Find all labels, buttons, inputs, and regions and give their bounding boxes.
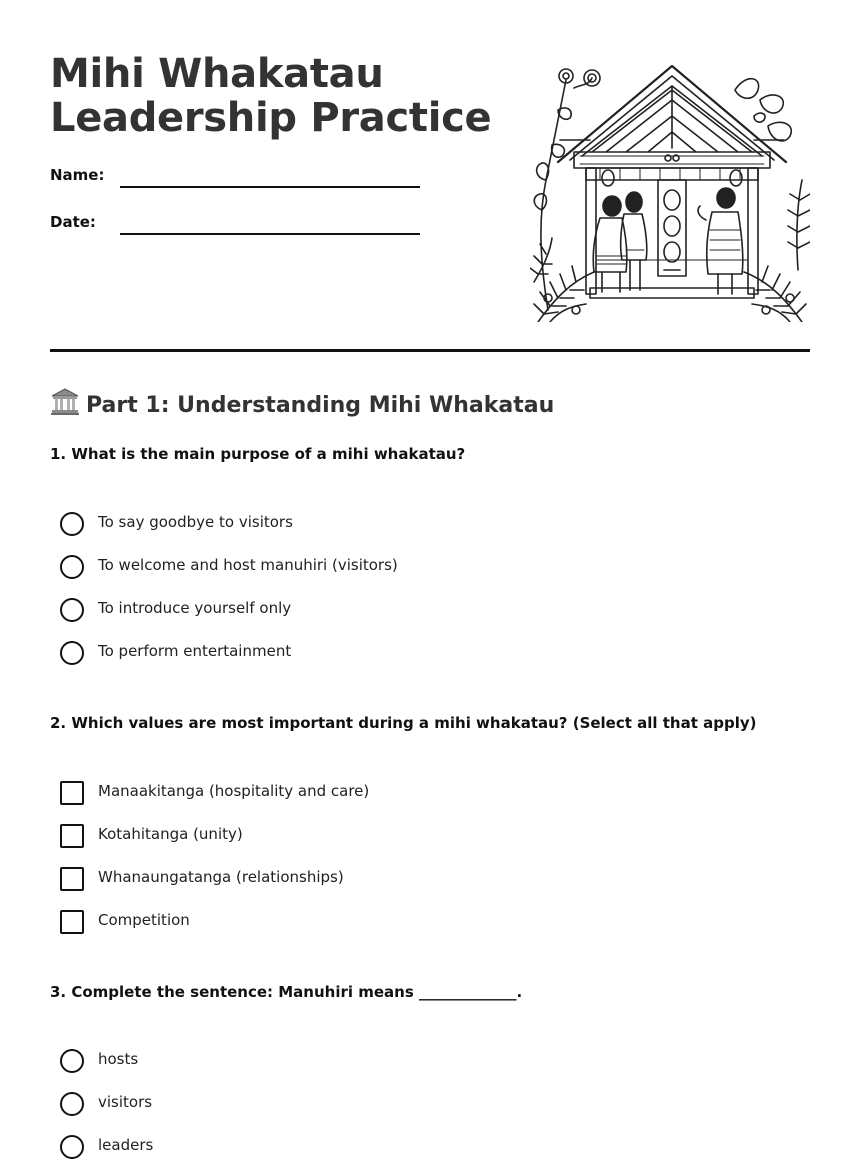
- q1-option-2[interactable]: [60, 555, 760, 581]
- q3-option-1[interactable]: [60, 1049, 760, 1075]
- section-title: [50, 388, 554, 418]
- q2-option-4[interactable]: [60, 910, 760, 936]
- q1-option-3[interactable]: [60, 598, 760, 624]
- section-title-text: Part 1: Understanding Mihi Whakatau: [86, 393, 555, 418]
- name-field: [50, 166, 430, 196]
- option-label: To introduce yourself only: [98, 599, 292, 617]
- checkbox[interactable]: [60, 910, 84, 934]
- classical-building-icon: [50, 388, 80, 416]
- question-3: 3. Complete the sentence: Manuhiri means _____________.: [50, 983, 523, 1001]
- option-label: To say goodbye to visitors: [98, 513, 293, 531]
- option-label: To welcome and host manuhiri (visitors): [98, 556, 398, 574]
- option-label: hosts: [98, 1050, 139, 1068]
- checkbox[interactable]: [60, 867, 84, 891]
- option-label: Manaakitanga (hospitality and care): [98, 782, 370, 800]
- option-label: Whanaungatanga (relationships): [98, 868, 344, 886]
- q2-option-3[interactable]: [60, 867, 760, 893]
- date-input-line[interactable]: [120, 233, 420, 235]
- name-input-line[interactable]: [120, 186, 420, 188]
- option-label: Kotahitanga (unity): [98, 825, 243, 843]
- radio-button[interactable]: [60, 1049, 84, 1073]
- wharenui-illustration: [530, 60, 810, 322]
- option-label: Competition: [98, 911, 190, 929]
- checkbox[interactable]: [60, 824, 84, 848]
- q1-option-1[interactable]: [60, 512, 760, 538]
- option-label: leaders: [98, 1136, 154, 1154]
- date-field: [50, 213, 430, 243]
- page-title: [50, 52, 491, 140]
- question-2: 2. Which values are most important during a mihi whakatau? (Select all that apply): [50, 714, 757, 732]
- date-label: Date:: [50, 213, 96, 231]
- option-label: To perform entertainment: [98, 642, 292, 660]
- q2-option-2[interactable]: [60, 824, 760, 850]
- radio-button[interactable]: [60, 555, 84, 579]
- radio-button[interactable]: [60, 1135, 84, 1159]
- q3-option-2[interactable]: [60, 1092, 760, 1118]
- radio-button[interactable]: [60, 512, 84, 536]
- title-line-1: Mihi Whakatau: [50, 51, 384, 97]
- checkbox[interactable]: [60, 781, 84, 805]
- name-label: Name:: [50, 166, 105, 184]
- radio-button[interactable]: [60, 598, 84, 622]
- option-label: visitors: [98, 1093, 153, 1111]
- header-divider: [50, 349, 810, 352]
- radio-button[interactable]: [60, 641, 84, 665]
- q3-option-3[interactable]: [60, 1135, 760, 1161]
- radio-button[interactable]: [60, 1092, 84, 1116]
- q2-option-1[interactable]: [60, 781, 760, 807]
- question-1: 1. What is the main purpose of a mihi whakatau?: [50, 445, 466, 463]
- q1-option-4[interactable]: [60, 641, 760, 667]
- title-line-2: Leadership Practice: [50, 95, 492, 141]
